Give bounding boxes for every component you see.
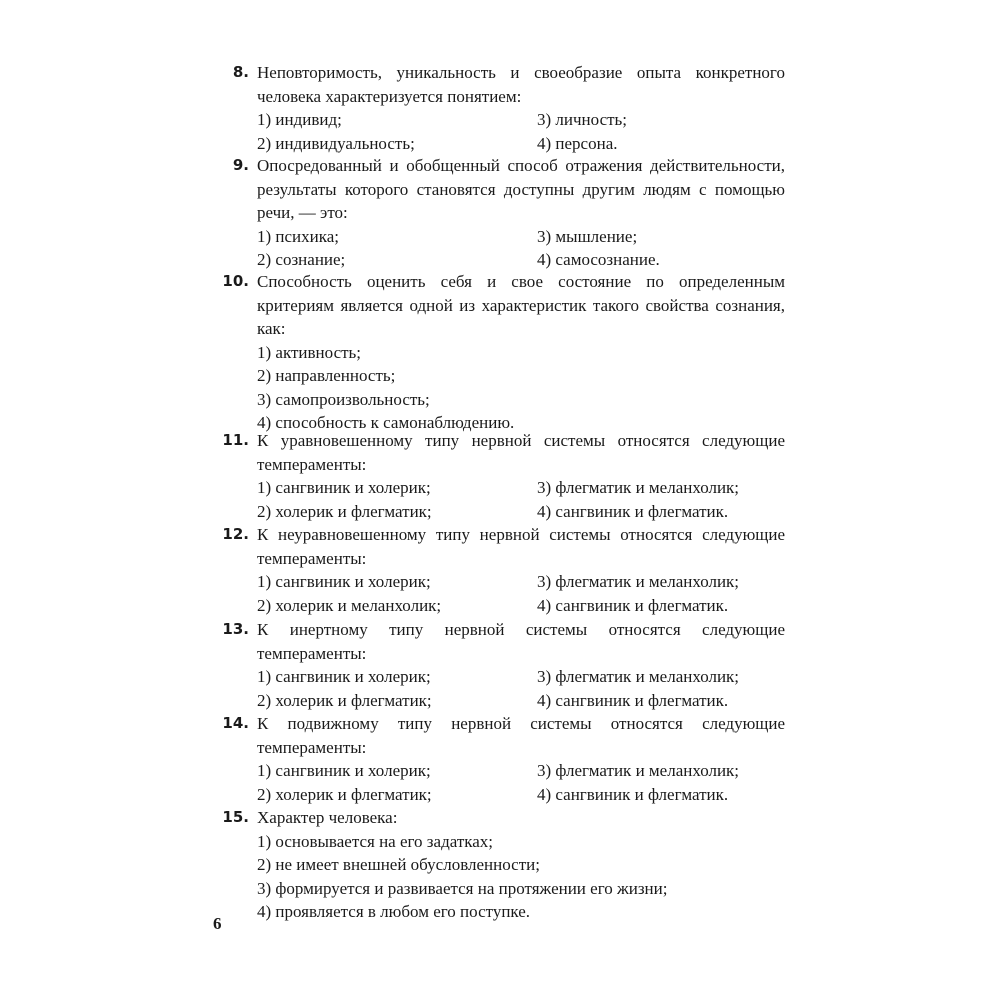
answer-options (215, 830, 785, 924)
question-8 (215, 61, 785, 155)
question-header (215, 429, 785, 476)
answer-option: 1) психика; (257, 226, 340, 246)
question-12 (215, 523, 785, 617)
answer-option: 2) холерик и флегматик; (257, 784, 432, 804)
question-text: К инертному типу нервной системы относятся следующие темпераменты: (257, 620, 785, 663)
answer-option: 2) не имеет внешней обусловленности; (257, 855, 540, 874)
answer-option: 4) сангвиник и флегматик. (537, 595, 729, 615)
answer-option: 2) холерик и флегматик; (257, 501, 432, 521)
answer-options (215, 341, 785, 435)
question-header (215, 618, 785, 665)
question-text: Способность оценить себя и свое состояние по определенным критериям является одной из характеристик такого свойства сознания, как: (257, 272, 785, 338)
question-10 (215, 270, 785, 435)
answer-option: 1) сангвиник и холерик; (257, 478, 431, 497)
question-header (215, 270, 785, 341)
answer-option: 2) сознание; (257, 250, 346, 269)
answer-option: 3) флегматик и меланхолик; (537, 572, 740, 591)
answer-option: 2) направленность; (257, 366, 396, 385)
question-header (215, 154, 785, 225)
question-number: 15. (222, 808, 249, 826)
answer-option: 3) флегматик и меланхолик; (537, 667, 740, 686)
question-text: Опосредованный и обобщенный способ отражения действительности, результаты которого становятся доступны другим людям с помощью речи, — это: (257, 156, 785, 222)
answer-option: 2) холерик и меланхолик; (257, 595, 442, 615)
answer-options (215, 476, 785, 523)
question-number: 9. (232, 156, 249, 174)
answer-options (215, 108, 785, 155)
question-text: К уравновешенному типу нервной системы относятся следующие темпераменты: (257, 431, 785, 474)
page-number: 6 (213, 914, 222, 933)
answer-option: 3) мышление; (537, 226, 638, 246)
question-11 (215, 429, 785, 523)
question-number: 12. (222, 525, 249, 543)
question-text: К неуравновешенному типу нервной системы относятся следующие темпераменты: (257, 525, 785, 568)
answer-option: 1) сангвиник и холерик; (257, 761, 431, 780)
question-13 (215, 618, 785, 712)
question-header (215, 712, 785, 759)
answer-option: 3) формируется и развивается на протяжении его жизни; (257, 878, 668, 898)
answer-option: 1) активность; (257, 342, 362, 362)
answer-option: 1) основывается на его задатках; (257, 831, 494, 851)
question-number: 13. (222, 620, 249, 638)
answer-options (215, 225, 785, 272)
answer-option: 1) сангвиник и холерик; (257, 572, 431, 591)
question-15 (215, 806, 785, 924)
question-text: Характер человека: (257, 808, 398, 827)
answer-option: 4) персона. (537, 133, 618, 153)
question-header (215, 523, 785, 570)
answer-option: 1) индивид; (257, 110, 342, 129)
question-number: 10. (222, 272, 249, 290)
answer-option: 4) сангвиник и флегматик. (537, 501, 729, 521)
answer-option: 4) сангвиник и флегматик. (537, 784, 729, 804)
answer-option: 3) самопроизвольность; (257, 389, 430, 409)
answer-option: 4) сангвиник и флегматик. (537, 690, 729, 710)
answer-option: 3) флегматик и меланхолик; (537, 478, 740, 497)
question-text: Неповторимость, уникальность и своеобразие опыта конкретного человека характеризуется понятием: (257, 63, 785, 106)
question-number: 14. (222, 714, 249, 732)
answer-option: 1) сангвиник и холерик; (257, 667, 431, 686)
question-header (215, 806, 785, 830)
question-9 (215, 154, 785, 272)
answer-option: 4) проявляется в любом его поступке. (257, 902, 531, 921)
answer-options (215, 665, 785, 712)
answer-option: 4) самосознание. (537, 250, 660, 269)
answer-option: 2) индивидуальность; (257, 133, 415, 153)
question-14 (215, 712, 785, 806)
question-header (215, 61, 785, 108)
question-number: 8. (232, 63, 249, 81)
answer-option: 2) холерик и флегматик; (257, 690, 432, 710)
answer-option: 3) личность; (537, 110, 628, 129)
answer-options (215, 759, 785, 806)
question-number: 11. (222, 431, 249, 449)
answer-options (215, 570, 785, 617)
answer-option: 3) флегматик и меланхолик; (537, 761, 740, 780)
answer-option: 4) способность к самонаблюдению. (257, 413, 515, 432)
question-text: К подвижному типу нервной системы относятся следующие темпераменты: (257, 714, 785, 757)
